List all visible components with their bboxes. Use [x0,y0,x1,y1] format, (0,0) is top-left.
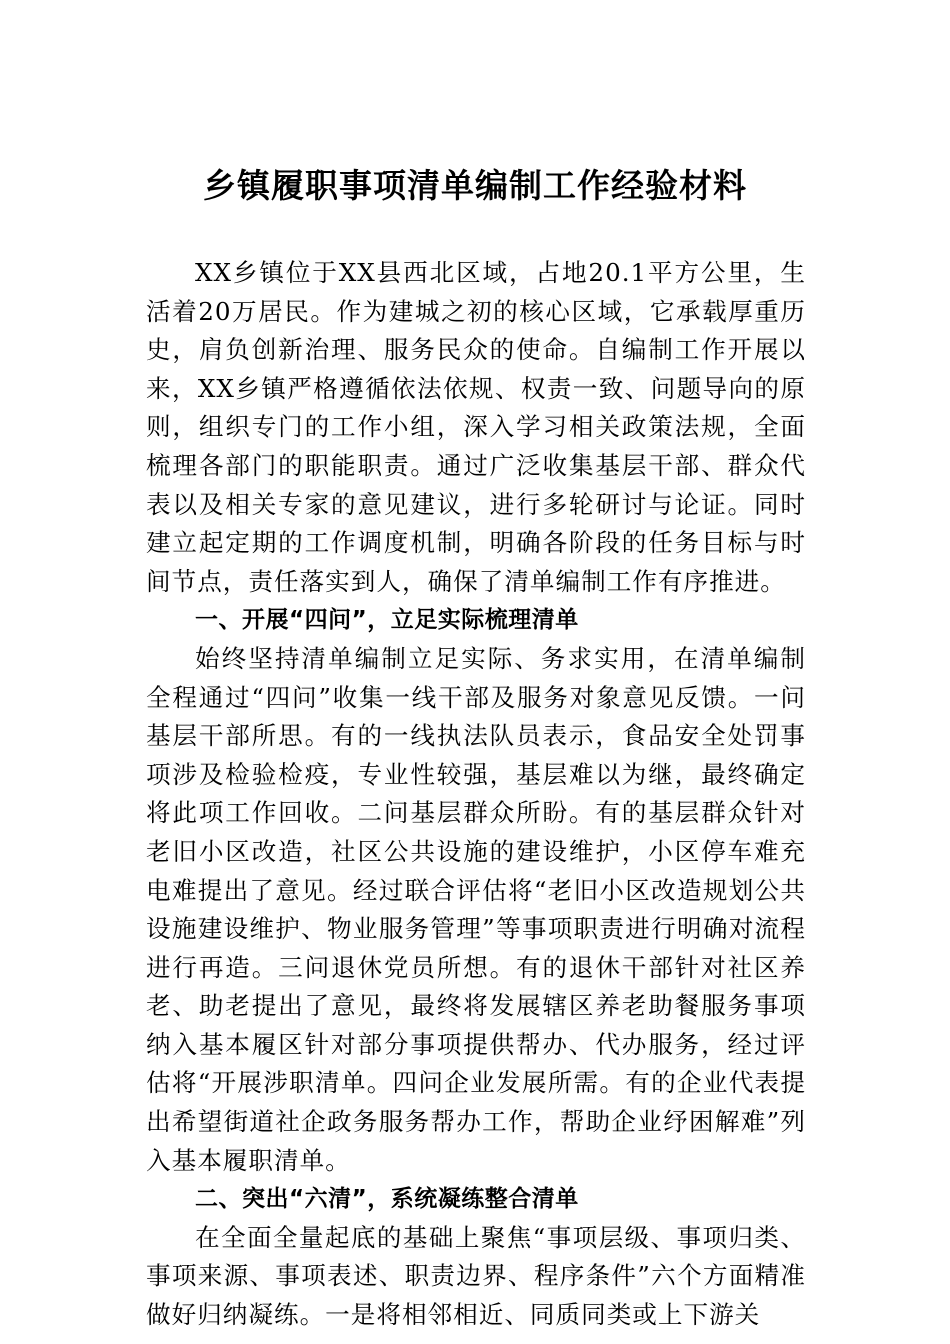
body-paragraph-six-clarities: 在全面全量起底的基础上聚焦“事项层级、事项归类、事项来源、事项表述、职责边界、程序条件”六个方面精准做好归纳凝练。一是将相邻相近、同质同类或上下游关 [146,1222,806,1330]
document-body [146,254,806,1335]
section-heading-1: 一、开展“四问”，立足实际梳理清单 [195,607,579,634]
body-paragraph-four-questions: 始终坚持清单编制立足实际、务求实用，在清单编制全程通过“四问”收集一线干部及服务对象意见反馈。一问基层干部所思。有的一线执法队员表示，食品安全处罚事项涉及检验检疫，专业性较强，基层难以为继，最终确定将此项工作回收。二问基层群众所盼。有的基层群众针对老旧小区改造，社区公共设施的建设维护，小区停车难充电难提出了意见。经过联合评估将“老旧小区改造规划公共设施建设维护、物业服务管理”等事项职责进行明确对流程进行再造。三问退休党员所想。有的退休干部针对社区养老、助老提出了意见，最终将发展辖区养老助餐服务事项纳入基本履区针对部分事项提供帮办、代办服务，经过评估将“开展涉职清单。四问企业发展所需。有的企业代表提出希望街道社企政务服务帮办工作，帮助企业纾困解难”列入基本履职清单。 [146,643,806,1175]
document-title: 乡镇履职事项清单编制工作经验材料 [203,166,747,205]
section-heading-2: 二、突出“六清”，系统凝练整合清单 [195,1186,579,1213]
body-paragraph-intro: XX乡镇位于XX县西北区域，占地20.1平方公里，生活着20万居民。作为建城之初的核心区域，它承载厚重历史，肩负创新治理、服务民众的使命。自编制工作开展以来，XX乡镇严格遵循依法依规、权责一致、问题导向的原则，组织专门的工作小组，深入学习相关政策法规，全面梳理各部门的职能职责。通过广泛收集基层干部、群众代表以及相关专家的意见建议，进行多轮研讨与论证。同时建立起定期的工作调度机制，明确各阶段的任务目标与时间节点，责任落实到人，确保了清单编制工作有序推进。 [146,258,806,596]
